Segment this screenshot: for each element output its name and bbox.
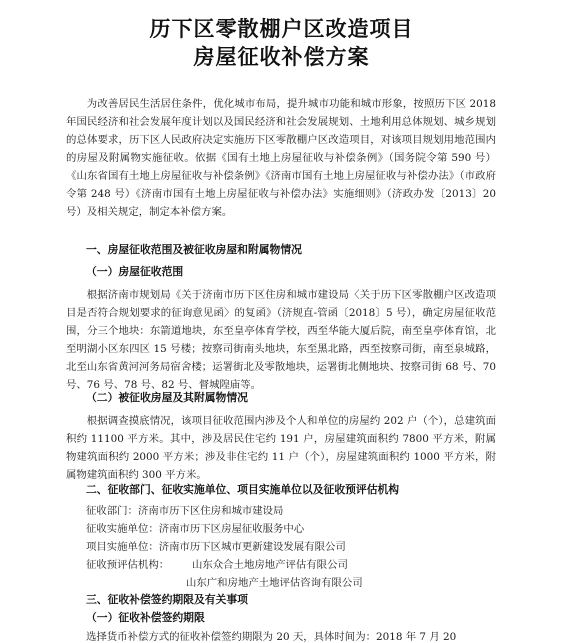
intro-paragraph: 为改善居民生活居住条件，优化城市布局，提升城市功能和城市形象，按照历下区 2018 年国民经济和社会发展年度计划以及国民经济和社会发展规划、土地利用总体规划、城乡规划的总体要求，历下区人民政府决定实施历下区零散棚户区改造项目，对该项目规划用地范围内的房屋及附属物实施征收。依据《国有土地上房屋征收与补偿条例》（国务院令第 590 号）《山东省国有土地上房屋征收与补偿条例》《济南市国有土地上房屋征收与补偿办法》（市政府令第 248 号）《济南市国有土地上房屋征收与补偿办法》实施细则》（济政办发〔2013〕20 号）及相关规定，制定本补偿方案。 bbox=[66, 98, 496, 218]
section3-sub1-heading: （一）征收补偿签约期限 bbox=[86, 611, 205, 624]
section2-heading: 二、征收部门、征收实施单位、项目实施单位以及征收预评估机构 bbox=[86, 483, 400, 496]
section1-sub2-text: 根据调查摸底情况，该项目征收范围内涉及个人和单位的房屋约 202 户（个），总建筑面积约 11100 平方米。其中，涉及居民住宅约 191 户，房屋建筑面积约 7800 平方米，附属物建筑面积约 2000 平方米；涉及非住宅约 11 户（个），房屋建筑面积约 1000 平方米，附属物建筑面积约 300 平方米。 bbox=[66, 415, 496, 481]
assessment-agency-label: 征收预评估机构： bbox=[86, 559, 170, 571]
document-title-line1: 历下区零散棚户区改造项目 bbox=[149, 17, 414, 41]
project-unit: 项目实施单位：济南市历下区城市更新建设发展有限公司 bbox=[86, 541, 346, 553]
section3-sub1-text: 选择货币补偿方式的征收补偿签约期限为 20 天，具体时间为：2018 年 7 月 20 bbox=[86, 631, 457, 643]
assessment-agency-2: 山东广和房地产土地评估咨询有限公司 bbox=[186, 577, 363, 589]
assessment-agency-1: 山东众合土地房地产评估有限公司 bbox=[192, 559, 348, 571]
section1-sub1-heading: （一）房屋征收范围 bbox=[86, 265, 184, 278]
expropriation-department: 征收部门：济南市历下区住房和城市建设局 bbox=[86, 505, 284, 517]
section1-heading: 一、房屋征收范围及被征收房屋和附属物情况 bbox=[86, 243, 302, 256]
implementation-unit: 征收实施单位：济南市历下区房屋征收服务中心 bbox=[86, 523, 305, 535]
section1-sub2-heading: （二）被征收房屋及其附属物情况 bbox=[86, 391, 248, 404]
document-title-line2: 房屋征收补偿方案 bbox=[193, 45, 370, 69]
section1-sub1-text: 根据济南市规划局《关于济南市历下区住房和城市建设局〈关于历下区零散棚户区改造项目是否符合规划要求的征询意见函〉的复函》（济规直-管函〔2018〕5 号），确定房屋征收范围，分三个地块：东箭道地块，东至皇亭体育学校，西至华能大厦后院，南至皇亭体育馆，北至明湖小区东四区 15 号楼；按察司街南头地块，东至黑北路，西至按察司街，南至泉城路，北至山东省黄河河务局宿舍楼；运署街北及零散地块，运署街北侧地块、按察司街 68 号、70 号、76 号、78 号、82 号、督城隍庙等。 bbox=[66, 289, 496, 391]
section3-heading: 三、征收补偿签约期限及有关事项 bbox=[86, 593, 248, 606]
